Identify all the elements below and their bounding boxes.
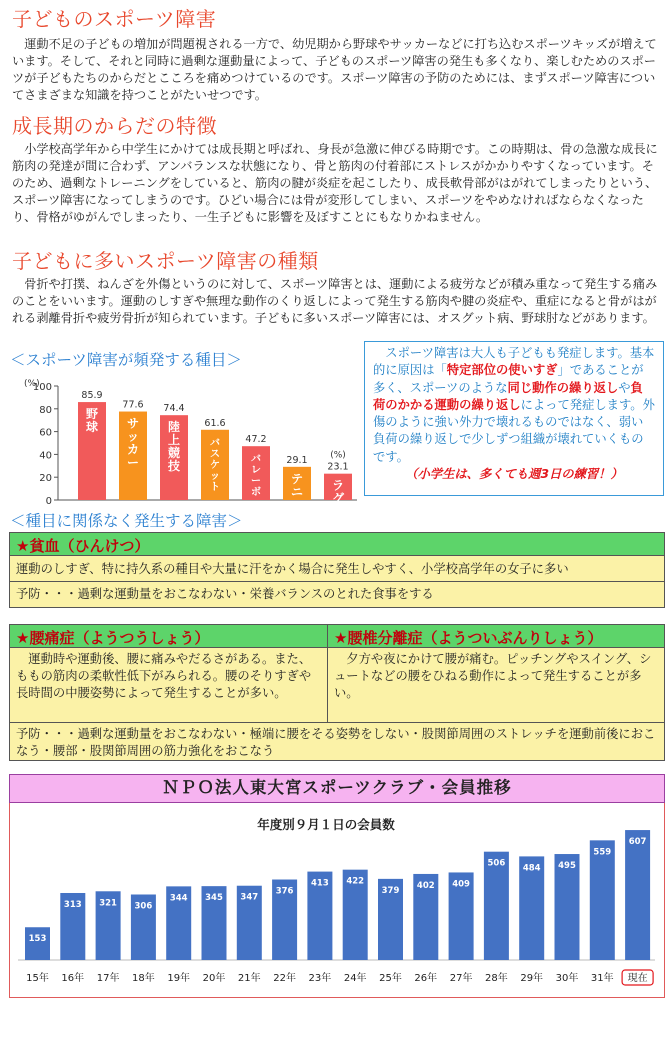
value-label: 47.2	[245, 434, 267, 446]
year-label: 21年	[237, 973, 261, 984]
year-label: 26年	[414, 973, 438, 984]
category-label: 陸上競技	[167, 420, 181, 474]
callout-box	[364, 341, 664, 496]
member-value-label: 402	[416, 880, 435, 891]
year-label: 29年	[520, 973, 544, 984]
chart-title: 年度別９月１日の会員数	[257, 817, 395, 832]
category-label: テニ	[290, 471, 304, 499]
back-pain-prevention: 予防・・・過剰な運動量をおこなわない・極端に腰をそる姿勢をしない・股関節周囲のストレッチを運動前後におこなう・腰部・股関節周囲の筋力強化をおこなう	[10, 722, 664, 760]
section-title-injury-types: 子どもに多いスポーツ障害の種類	[12, 249, 319, 273]
anemia-title: ★貧血（ひんけつ）	[10, 533, 664, 556]
y-tick-label: 60	[39, 427, 52, 439]
year-label: 28年	[485, 973, 508, 984]
member-value-label: 422	[346, 876, 365, 887]
category-label: ラグ	[331, 478, 345, 506]
section-body-growth-period: 小学校高学年から中学生にかけては成長期と呼ばれ、身長が急激に伸びる時期です。この時期は、骨の急激な成長に筋肉の発達が間に合わず、アンバランスな状態になり、骨と筋肉の付着部にストレスがかかりやすくなっています。そのため、過剰なトレーニングをしていると、筋肉の腱が炎症を起こしたり、成長軟骨部がはがれてしまったりという、スポーツ障害になってしまうのです。ひどい場合には骨が変形してしまい、スポーツをやめなければならなくなったり、骨格がゆがんでしまったり、一生子どもに影響を及ぼすことにもなりかねません。	[12, 142, 658, 224]
membership-chart-frame	[9, 803, 665, 998]
value-unit-label: (%)	[330, 450, 346, 461]
member-value-label: 379	[381, 885, 400, 896]
member-value-label: 347	[240, 892, 259, 903]
value-label: 85.9	[81, 390, 103, 402]
member-value-label: 506	[487, 858, 506, 869]
callout-overuse: 特定部位の使いすぎ	[446, 363, 558, 378]
y-tick-label: 100	[32, 382, 52, 393]
member-value-label: 153	[28, 934, 47, 945]
year-label: 15年	[26, 973, 49, 984]
sports-injury-chart	[12, 372, 362, 508]
membership-chart	[10, 803, 663, 996]
membership-banner: ＮＰＯ法人東大宮スポーツクラブ・会員推移	[9, 774, 665, 803]
value-label: 61.6	[204, 417, 226, 429]
anemia-prevention: 予防・・・過剰な運動量をおこなわない・栄養バランスのとれた食事をする	[10, 582, 664, 607]
year-label: 30年	[555, 973, 579, 984]
year-label: 18年	[132, 973, 155, 984]
spondylolysis-title: ★腰椎分離症（ようついぶんりしょう）	[328, 625, 664, 648]
member-value-label: 321	[99, 898, 117, 909]
year-label: 16年	[61, 973, 85, 984]
section-body-sports-injury: 運動不足の子どもの増加が問題視される一方で、幼児期から野球やサッカーなどに打ち込むスポーツキッズが増えています。そして、それと同時に過剰な運動量によって、子どものスポーツ障害の発生も多くなり、楽しむためのスポーツが子どもたちのからだとこころを痛めつけているのです。スポーツ障害の予防のためには、まずスポーツ障害についてさまざまな知識を持つことがたいせつです。	[12, 37, 657, 102]
y-tick-label: 40	[39, 450, 52, 462]
category-label: バレーボ	[251, 454, 261, 499]
lumbago-title: ★腰痛症（ようつうしょう）	[10, 625, 327, 648]
value-label: 77.6	[122, 399, 144, 411]
category-label: サッカー	[126, 416, 140, 470]
spondylolysis-description: 夕方や夜にかけて腰が痛む。ピッチングやスイング、シュートなどの腰をひねる動作によって発生することが多い。	[328, 648, 664, 722]
lumbago-column	[10, 625, 328, 722]
y-tick-label: 0	[45, 496, 52, 507]
callout-note: （小学生は、多くても週3日の練習！）	[405, 467, 623, 482]
member-value-label: 409	[452, 879, 470, 890]
subhead-any-sport: ＜種目に関係なく発生する障害＞	[10, 512, 243, 530]
y-tick-label: 80	[39, 404, 52, 416]
callout-repetition: 同じ動作の繰り返し	[507, 380, 619, 395]
section-body-injury-types: 骨折や打撲、ねんざを外傷というのに対して、スポーツ障害とは、運動による疲労などが積み重なって発生する痛みのことをいいます。運動のしすぎや無理な動作のくり返しによって発生する筋肉や腱の炎症や、重症になると骨がはがれる剥離骨折や疲労骨折が知られています。子どもに多いスポーツ障害には、オスグット病、野球肘などがあります。	[12, 277, 658, 325]
member-value-label: 306	[134, 901, 153, 912]
year-label: 現在	[627, 973, 648, 984]
year-label: 22年	[273, 973, 296, 984]
y-tick-label: 20	[39, 473, 52, 485]
callout-text-1: スポーツ障害は大人も子どもも発症します。基本的に原因は「	[373, 346, 655, 378]
year-label: 20年	[202, 973, 226, 984]
year-label: 19年	[167, 973, 191, 984]
year-label: 24年	[343, 973, 367, 984]
member-bar-17	[590, 840, 615, 960]
subhead-frequent-sports: ＜スポーツ障害が頻発する種目＞	[10, 351, 242, 369]
category-label: バスケット	[210, 437, 220, 493]
member-bar-18	[625, 830, 650, 960]
lumbago-description: 運動時や運動後、腰に痛みやだるさがある。また、ももの筋肉の柔軟性低下がみられる。腰のそりすぎや長時間の中腰姿勢によって発生することが多い。	[10, 648, 327, 722]
year-label: 27年	[449, 973, 473, 984]
callout-text-3: 」であることが多く、スポーツのような	[373, 363, 644, 395]
member-value-label: 559	[593, 847, 612, 858]
section-title-growth-period: 成長期のからだの特徴	[12, 114, 217, 138]
value-label: 23.1	[327, 461, 349, 473]
callout-load-repetition: 負荷のかかる運動の繰り返し	[373, 380, 643, 412]
anemia-description: 運動のしすぎ、特に持久系の種目や大量に汗をかく場合に発生しやすく、小学校高学年の女子に多い	[10, 556, 664, 582]
year-label: 17年	[96, 973, 120, 984]
callout-text-5: や	[618, 380, 631, 395]
year-label: 31年	[590, 973, 614, 984]
back-pain-table	[9, 624, 665, 761]
year-label: 23年	[308, 973, 332, 984]
member-value-label: 607	[628, 837, 647, 848]
member-value-label: 495	[558, 861, 576, 872]
member-value-label: 344	[169, 893, 188, 904]
member-value-label: 484	[522, 863, 541, 874]
section-title-sports-injury: 子どものスポーツ障害	[12, 7, 217, 31]
value-label: 29.1	[286, 454, 308, 466]
callout-text-7: によって発症します。外傷のように強い外力で壊れるものではなく、弱い負荷の繰り返しで少しずつ組織が壊れていくものです。	[373, 397, 655, 464]
member-value-label: 413	[311, 878, 329, 889]
category-label: 野球	[85, 407, 99, 435]
value-label: 74.4	[163, 403, 185, 415]
y-unit-label: (%)	[24, 379, 40, 389]
member-value-label: 345	[205, 893, 223, 904]
member-value-label: 376	[275, 886, 294, 897]
spondylolysis-column	[328, 625, 664, 722]
member-value-label: 313	[63, 899, 82, 910]
anemia-table	[9, 532, 665, 608]
year-label: 25年	[379, 973, 402, 984]
